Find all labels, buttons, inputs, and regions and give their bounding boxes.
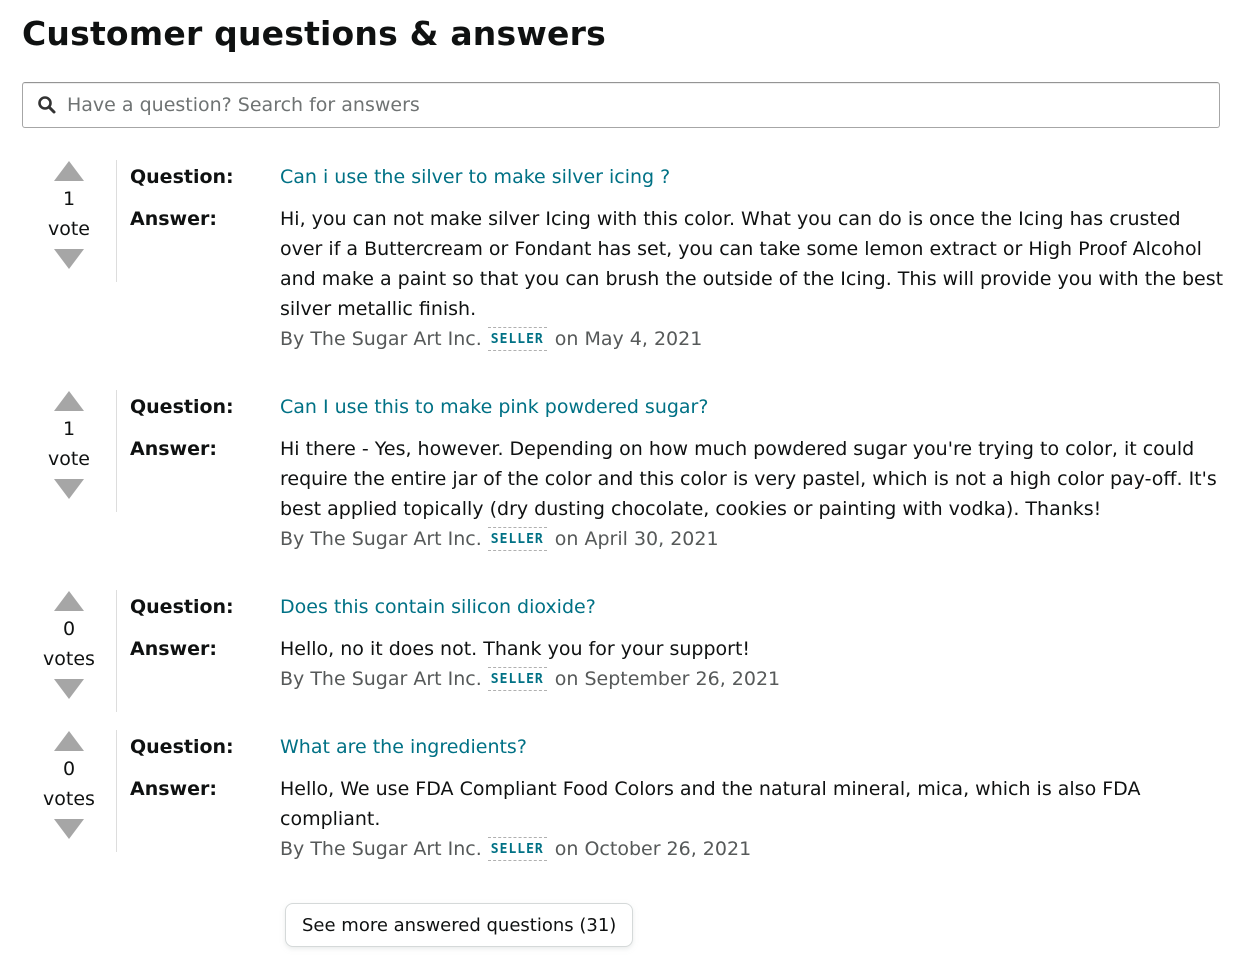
answer-byline <box>280 324 1224 354</box>
vote-widget <box>22 390 117 512</box>
vote-up-arrow-icon[interactable] <box>53 390 85 412</box>
vote-count: 0 <box>62 618 76 640</box>
answer-date: on October 26, 2021 <box>554 838 752 860</box>
answer-author[interactable]: By The Sugar Art Inc. <box>280 328 482 350</box>
question-link[interactable]: Can i use the silver to make silver icing ? <box>280 166 671 188</box>
answer-date: on May 4, 2021 <box>554 328 703 350</box>
vote-down-arrow-icon[interactable] <box>53 248 85 270</box>
answer-date: on September 26, 2021 <box>554 668 781 690</box>
question-label: Question: <box>130 736 234 758</box>
vote-up-arrow-icon[interactable] <box>53 160 85 182</box>
question-link[interactable]: Can I use this to make pink powdered sugar? <box>280 396 709 418</box>
vote-label: votes <box>43 648 95 670</box>
vote-up-arrow-icon[interactable] <box>53 590 85 612</box>
answer-label: Answer: <box>130 778 217 800</box>
vote-count: 1 <box>62 418 76 440</box>
vote-label: votes <box>43 788 95 810</box>
answer-byline <box>280 834 1224 864</box>
vote-up-arrow-icon[interactable] <box>53 730 85 752</box>
question-link[interactable]: Does this contain silicon dioxide? <box>280 596 596 618</box>
seller-badge: SELLER <box>488 667 547 691</box>
answer-text: Hello, We use FDA Compliant Food Colors and the natural mineral, mica, which is also FDA compliant. <box>280 778 1141 830</box>
seller-badge: SELLER <box>488 327 547 351</box>
answer-author[interactable]: By The Sugar Art Inc. <box>280 838 482 860</box>
seller-badge: SELLER <box>488 837 547 861</box>
vote-down-arrow-icon[interactable] <box>53 818 85 840</box>
vote-count: 1 <box>62 188 76 210</box>
vote-down-arrow-icon[interactable] <box>53 478 85 500</box>
answer-text: Hi, you can not make silver Icing with this color. What you can do is once the Icing has crusted over if a Buttercream or Fondant has set, you can take some lemon extract or High Proof Alcohol and make a paint so that you can brush the outside of the Icing. This will provide you with the best silver metallic finish. <box>280 208 1224 320</box>
see-more-questions-button[interactable]: See more answered questions (31) <box>285 903 633 947</box>
answer-byline <box>280 524 1224 554</box>
page-title: Customer questions & answers <box>22 14 606 53</box>
question-link[interactable]: What are the ingredients? <box>280 736 527 758</box>
answer-label: Answer: <box>130 638 217 660</box>
vote-label: vote <box>47 218 90 240</box>
search-box[interactable] <box>22 82 1220 128</box>
question-label: Question: <box>130 166 234 188</box>
question-label: Question: <box>130 396 234 418</box>
vote-label: vote <box>47 448 90 470</box>
vote-widget <box>22 590 117 712</box>
answer-date: on April 30, 2021 <box>554 528 719 550</box>
vote-down-arrow-icon[interactable] <box>53 678 85 700</box>
answer-author[interactable]: By The Sugar Art Inc. <box>280 528 482 550</box>
answer-text: Hello, no it does not. Thank you for your support! <box>280 638 751 660</box>
vote-widget <box>22 730 117 852</box>
answer-label: Answer: <box>130 438 217 460</box>
search-icon <box>37 95 57 115</box>
vote-widget <box>22 160 117 282</box>
answer-author[interactable]: By The Sugar Art Inc. <box>280 668 482 690</box>
answer-label: Answer: <box>130 208 217 230</box>
vote-count: 0 <box>62 758 76 780</box>
seller-badge: SELLER <box>488 527 547 551</box>
answer-text: Hi there - Yes, however. Depending on how much powdered sugar you're trying to color, it could require the entire jar of the color and this color is very pastel, which is not a high color pay-off. It's best applied topically (dry dusting chocolate, cookies or painting with vodka). Thanks! <box>280 438 1217 520</box>
search-input[interactable] <box>67 85 1219 125</box>
answer-byline <box>280 664 1224 694</box>
question-label: Question: <box>130 596 234 618</box>
